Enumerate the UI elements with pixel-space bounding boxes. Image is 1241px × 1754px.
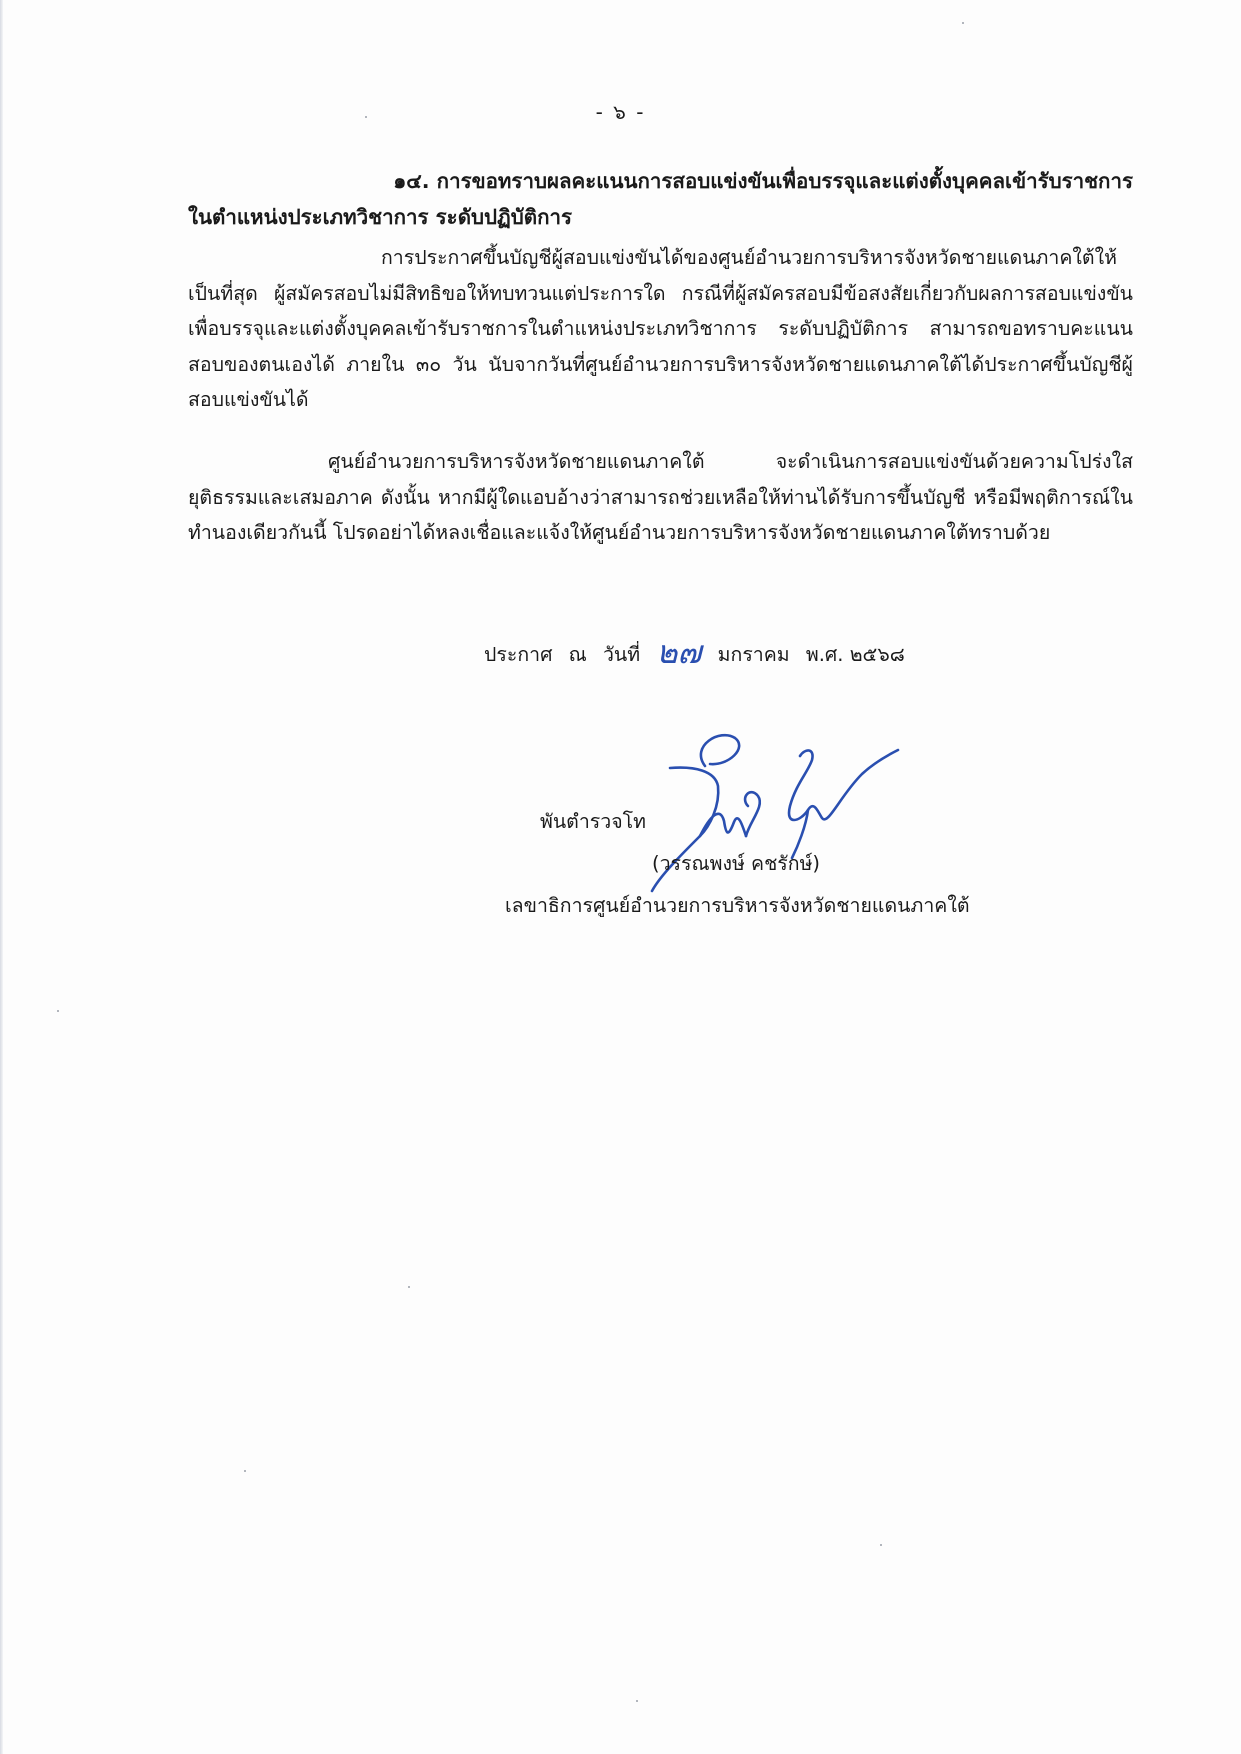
scan-speck bbox=[636, 1700, 638, 1702]
scan-speck bbox=[57, 1010, 59, 1012]
handwritten-day: ๒๗ bbox=[656, 633, 702, 671]
scan-speck bbox=[244, 1470, 246, 1472]
announcement-month: มกราคม bbox=[717, 643, 790, 666]
signatory-name: (วรรณพงษ์ คชรักษ์) bbox=[652, 852, 821, 875]
paragraph-transparency-warning: ศูนย์อำนวยการบริหารจังหวัดชายแดนภาคใต้ จะดำเนินการสอบแข่งขันด้วยความโปร่งใส ยุติธรรมและเสมอภาค ดังนั้น หากมีผู้ใดแอบอ้างว่าสามารถช่วยเหลือให้ท่านได้รับการขึ้นบัญชี หรือมีพฤติการณ์ในทำนองเดียวกันนี้ โปรดอย่าได้หลงเชื่อและแจ้งให้ศูนย์อำนวยการบริหารจังหวัดชายแดนภาคใต้ทราบด้วย bbox=[188, 450, 1133, 544]
announcement-date-line bbox=[484, 632, 905, 673]
scan-edge bbox=[0, 0, 3, 1754]
scan-speck bbox=[962, 22, 964, 24]
announcement-at: ณ bbox=[568, 643, 587, 666]
signatory-rank: พันตำรวจโท bbox=[540, 810, 646, 833]
scan-speck bbox=[408, 1286, 410, 1288]
paragraph-score-request: การประกาศขึ้นบัญชีผู้สอบแข่งขันได้ของศูนย์อำนวยการบริหารจังหวัดชายแดนภาคใต้ให้เป็นที่สุด ผู้สมัครสอบไม่มีสิทธิขอให้ทบทวนแต่ประการใด กรณีที่ผู้สมัครสอบมีข้อสงสัยเกี่ยวกับผลการสอบแข่งขันเพื่อบรรจุและแต่งตั้งบุคคลเข้ารับราชการในตำแหน่งประเภทวิชาการ ระดับปฏิบัติการ สามารถขอทราบคะแนนสอบของตนเองได้ ภายใน ๓๐ วัน นับจากวันที่ศูนย์อำนวยการบริหารจังหวัดชายแดนภาคใต้ได้ประกาศขึ้นบัญชีผู้สอบแข่งขันได้ bbox=[188, 246, 1133, 411]
section-heading-line1: ๑๔. การขอทราบผลคะแนนการสอบแข่งขันเพื่อบรรจุและแต่งตั้งบุคคลเข้ารับราชการ bbox=[393, 169, 1133, 193]
announcement-day-label: วันที่ bbox=[602, 643, 641, 666]
page-number: - ๖ - bbox=[595, 100, 646, 124]
announcement-era: พ.ศ. bbox=[805, 643, 844, 666]
scan-speck bbox=[365, 116, 367, 118]
announcement-year: ๒๕๖๘ bbox=[849, 643, 905, 666]
section-heading-line2: ในตำแหน่งประเภทวิชาการ ระดับปฏิบัติการ bbox=[188, 205, 573, 229]
signatory-position: เลขาธิการศูนย์อำนวยการบริหารจังหวัดชายแดนภาคใต้ bbox=[505, 894, 970, 917]
announcement-prefix: ประกาศ bbox=[484, 643, 553, 666]
scan-speck bbox=[880, 1544, 882, 1546]
